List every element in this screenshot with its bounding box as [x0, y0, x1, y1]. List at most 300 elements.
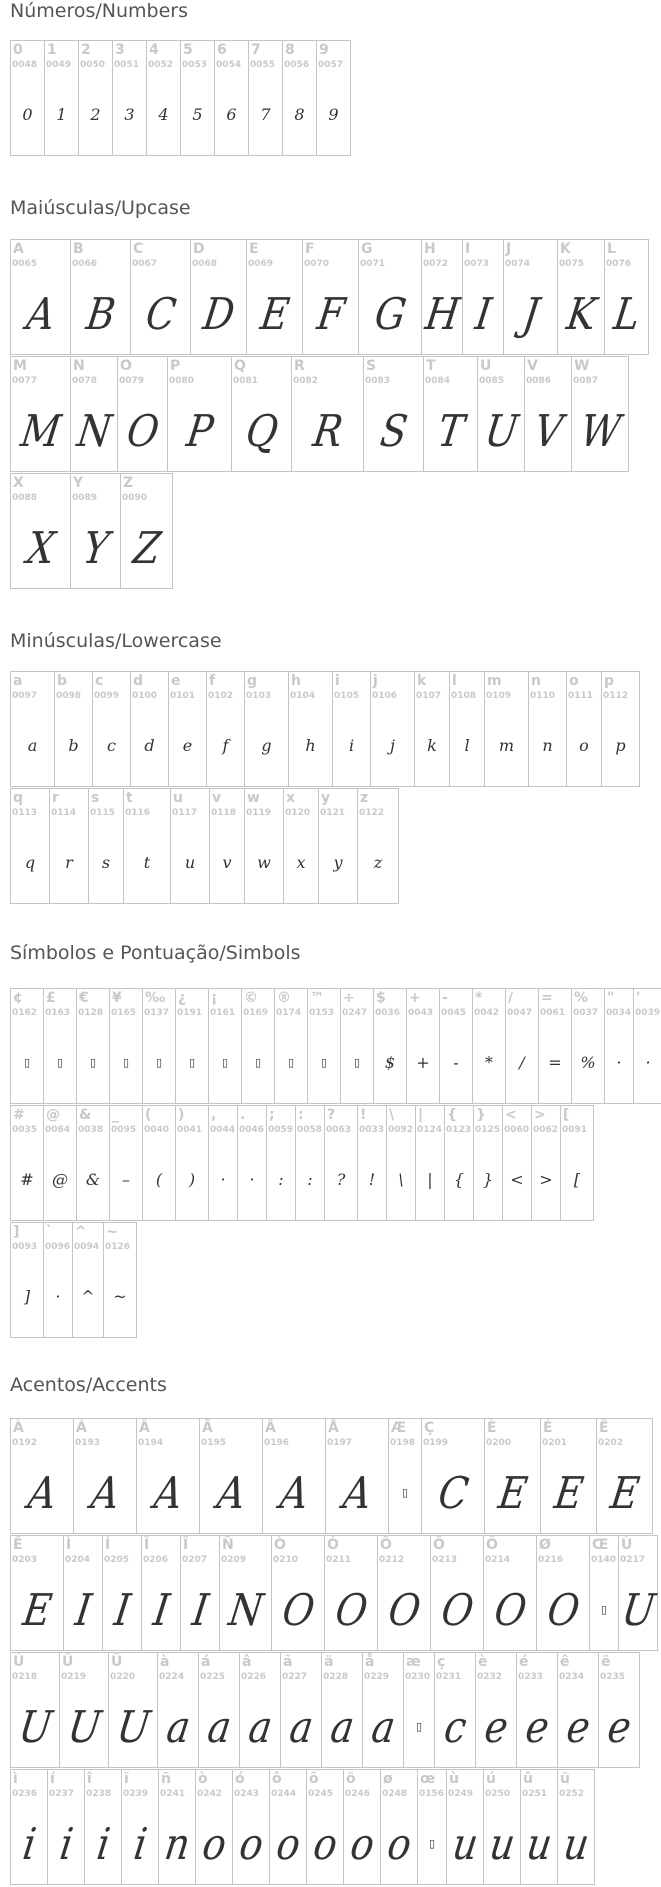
glyph-character-label: P [170, 358, 181, 374]
glyph-character-label: B [73, 241, 84, 257]
glyph-cell [70, 473, 121, 589]
glyph-cell [357, 788, 399, 904]
glyph-code-label: 0120 [285, 808, 311, 818]
glyph-character-label: S [366, 358, 377, 374]
glyph-sample: u [560, 1818, 592, 1870]
glyph-character-label: t [126, 790, 133, 806]
glyph-character-label: k [417, 673, 427, 689]
glyph-character-label: ] [13, 1224, 20, 1240]
glyph-code-label: 0153 [309, 1008, 335, 1018]
glyph-cell [316, 40, 351, 156]
glyph-code-label: 0070 [304, 259, 330, 269]
glyph-character-label: < [505, 1107, 517, 1123]
section-title-upcase: Maiúsculas/Upcase [10, 197, 191, 219]
glyph-character-label: € [79, 990, 89, 1006]
glyph-cell [271, 1535, 325, 1651]
glyph-code-label: 0210 [273, 1555, 299, 1565]
glyph-character-label: î [87, 1771, 92, 1787]
glyph-cell [246, 239, 303, 355]
glyph-code-label: 0052 [148, 60, 174, 70]
glyph-code-label: 0232 [477, 1672, 503, 1682]
glyph-code-label: 0077 [12, 376, 38, 386]
glyph-sample: 7 [260, 105, 271, 124]
glyph-character-label: 1 [47, 42, 57, 58]
glyph-sample: H [422, 288, 462, 340]
glyph-sample: ▯ [401, 1486, 409, 1499]
glyph-sample: N [225, 1584, 266, 1636]
glyph-character-label: Ê [599, 1420, 609, 1436]
glyph-code-label: 0087 [573, 376, 599, 386]
glyph-character-label: é [519, 1654, 529, 1670]
glyph-cell [473, 1105, 503, 1221]
glyph-cell [373, 988, 407, 1104]
glyph-sample: > [539, 1170, 553, 1189]
glyph-sample: U [15, 1701, 55, 1753]
glyph-character-label: n [531, 673, 541, 689]
glyph-character-label: * [475, 990, 483, 1006]
glyph-character-label: & [79, 1107, 92, 1123]
glyph-character-label: å [365, 1654, 375, 1670]
glyph-sample: 6 [226, 105, 237, 124]
glyph-sample: i [348, 736, 355, 755]
glyph-cell [175, 1105, 209, 1221]
glyph-sample: E [607, 1467, 642, 1519]
glyph-character-label: O [120, 358, 132, 374]
glyph-cell [219, 1535, 272, 1651]
glyph-code-label: 0093 [12, 1242, 38, 1252]
glyph-sample: \ [398, 1170, 404, 1189]
glyph-code-label: 0033 [359, 1125, 385, 1135]
glyph-code-label: 0230 [405, 1672, 431, 1682]
glyph-sample: A [88, 1467, 122, 1519]
glyph-cell [462, 239, 504, 355]
glyph-cell [136, 1418, 200, 1534]
glyph-code-label: 0161 [210, 1008, 236, 1018]
glyph-code-label: 0126 [105, 1242, 131, 1252]
glyph-character-label: 0 [13, 42, 23, 58]
glyph-cell [208, 1105, 238, 1221]
glyph-code-label: 0119 [246, 808, 272, 818]
glyph-row [10, 473, 172, 588]
glyph-sample: c [441, 1701, 469, 1753]
glyph-code-label: 0216 [538, 1555, 564, 1565]
glyph-character-label: õ [309, 1771, 319, 1787]
glyph-sample: 4 [158, 105, 169, 124]
glyph-code-label: 0241 [160, 1789, 186, 1799]
glyph-sample: t [143, 853, 151, 872]
glyph-cell [324, 1535, 378, 1651]
glyph-row [10, 788, 398, 903]
glyph-cell [102, 1535, 142, 1651]
glyph-code-label: 0053 [182, 60, 208, 70]
glyph-character-label: : [298, 1107, 304, 1123]
glyph-code-label: 0118 [211, 808, 237, 818]
glyph-cell [633, 988, 661, 1104]
glyph-cell [73, 1418, 137, 1534]
glyph-cell [43, 1222, 73, 1338]
glyph-sample: C [142, 288, 179, 340]
glyph-character-label: 9 [319, 42, 329, 58]
glyph-character-label: ™ [310, 990, 324, 1006]
glyph-character-label: © [244, 990, 258, 1006]
glyph-cell [232, 1769, 270, 1885]
glyph-code-label: 0042 [474, 1008, 500, 1018]
glyph-character-label: q [13, 790, 24, 806]
glyph-cell [444, 1105, 474, 1221]
glyph-sample: & [85, 1170, 101, 1189]
glyph-sample: · [645, 1053, 651, 1072]
glyph-cell [516, 1652, 558, 1768]
glyph-sample: u [486, 1818, 518, 1870]
glyph-code-label: 0248 [382, 1789, 408, 1799]
glyph-sample: Q [242, 405, 281, 457]
glyph-code-label: 0165 [111, 1008, 137, 1018]
glyph-character-label: ç [437, 1654, 446, 1670]
glyph-sample: / [519, 1053, 525, 1072]
glyph-character-label: a [13, 673, 23, 689]
glyph-cell [180, 40, 215, 156]
glyph-character-label: Á [76, 1420, 87, 1436]
glyph-cell [484, 1418, 541, 1534]
section-title-lowercase: Minúsculas/Lowercase [10, 630, 222, 652]
glyph-code-label: 0039 [635, 1008, 661, 1018]
glyph-cell [434, 1652, 476, 1768]
glyph-cell [343, 1769, 381, 1885]
glyph-code-label: 0078 [72, 376, 98, 386]
glyph-character-label: % [574, 990, 589, 1006]
glyph-character-label: = [541, 990, 553, 1006]
glyph-code-label: 0094 [74, 1242, 100, 1252]
glyph-character-label: Z [123, 475, 134, 491]
glyph-cell [10, 40, 45, 156]
glyph-code-label: 0244 [271, 1789, 297, 1799]
glyph-cell [10, 1418, 74, 1534]
glyph-code-label: 0174 [276, 1008, 302, 1018]
glyph-cell [198, 1652, 240, 1768]
glyph-character-label: w [247, 790, 260, 806]
glyph-cell [288, 671, 333, 787]
glyph-sample: r [65, 853, 73, 872]
glyph-sample: S [377, 405, 410, 457]
glyph-character-label: Ë [13, 1537, 23, 1553]
glyph-code-label: 0192 [12, 1438, 38, 1448]
glyph-cell [84, 1769, 122, 1885]
glyph-code-label: 0045 [441, 1008, 467, 1018]
glyph-cell [283, 788, 319, 904]
glyph-code-label: 0114 [51, 808, 77, 818]
glyph-cell [237, 1105, 267, 1221]
glyph-code-label: 0059 [268, 1125, 294, 1135]
glyph-code-label: 0193 [75, 1438, 101, 1448]
glyph-code-label: 0065 [12, 259, 38, 269]
glyph-code-label: 0083 [365, 376, 391, 386]
glyph-character-label: Ì [66, 1537, 72, 1553]
glyph-character-label: J [506, 241, 512, 257]
glyph-sample: U [481, 405, 521, 457]
glyph-character-label: ø [383, 1771, 393, 1787]
glyph-character-label: ‰ [145, 990, 166, 1006]
glyph-cell [503, 239, 558, 355]
glyph-sample: L [610, 288, 643, 340]
glyph-code-label: 0197 [327, 1438, 353, 1448]
glyph-cell [557, 239, 605, 355]
glyph-code-label: 0043 [408, 1008, 434, 1018]
glyph-cell [199, 1418, 263, 1534]
glyph-cell [92, 671, 131, 787]
glyph-code-label: 0098 [56, 691, 82, 701]
glyph-sample: I [72, 1584, 94, 1636]
glyph-cell [266, 1105, 296, 1221]
glyph-cell [120, 473, 173, 589]
glyph-cell [362, 1652, 404, 1768]
glyph-character-label: g [247, 673, 258, 689]
glyph-code-label: 0203 [12, 1555, 38, 1565]
glyph-sample: O [385, 1584, 423, 1636]
glyph-sample: ? [336, 1170, 346, 1189]
glyph-sample: O [332, 1584, 370, 1636]
glyph-sample: % [580, 1053, 596, 1072]
glyph-character-label: Œ [592, 1537, 609, 1553]
glyph-sample: ▯ [415, 1720, 423, 1733]
glyph-character-label: ò [198, 1771, 208, 1787]
glyph-character-label: " [607, 990, 615, 1006]
glyph-character-label: f [209, 673, 216, 689]
glyph-character-label: Ü [111, 1654, 123, 1670]
glyph-code-label: 0200 [486, 1438, 512, 1448]
glyph-cell [618, 1535, 658, 1651]
glyph-code-label: 0038 [78, 1125, 104, 1135]
glyph-character-label: ï [124, 1771, 129, 1787]
glyph-sample: ▯ [122, 1056, 130, 1069]
glyph-code-label: 0209 [221, 1555, 247, 1565]
glyph-code-label: 0104 [290, 691, 316, 701]
glyph-character-label: ô [272, 1771, 282, 1787]
glyph-code-label: 0122 [359, 808, 385, 818]
glyph-code-label: 0125 [475, 1125, 501, 1135]
glyph-character-label: 8 [285, 42, 295, 58]
glyph-cell [269, 1769, 307, 1885]
glyph-character-label: h [291, 673, 301, 689]
glyph-code-label: 0069 [248, 259, 274, 269]
glyph-cell [112, 40, 147, 156]
glyph-code-label: 0250 [485, 1789, 511, 1799]
glyph-cell [475, 1652, 517, 1768]
glyph-character-label: œ [420, 1771, 436, 1787]
glyph-row [10, 1652, 639, 1767]
glyph-code-label: 0128 [78, 1008, 104, 1018]
glyph-code-label: 0123 [446, 1125, 472, 1135]
glyph-sample: u [184, 853, 196, 872]
glyph-character-label: N [73, 358, 85, 374]
glyph-cell [406, 988, 440, 1104]
glyph-sample: 0 [22, 105, 33, 124]
glyph-cell [557, 1769, 595, 1885]
glyph-sample: a [327, 1701, 357, 1753]
glyph-cell [47, 1769, 85, 1885]
glyph-sample: D [200, 288, 237, 340]
glyph-character-label: + [409, 990, 421, 1006]
glyph-character-label: ¢ [13, 990, 23, 1006]
glyph-sample: * [485, 1053, 493, 1072]
glyph-cell [141, 1535, 181, 1651]
glyph-sample: K [563, 288, 599, 340]
glyph-code-label: 0092 [388, 1125, 414, 1135]
glyph-sample: x [296, 853, 306, 872]
glyph-row [10, 40, 350, 155]
glyph-cell [103, 1222, 137, 1338]
glyph-code-label: 0080 [169, 376, 195, 386]
glyph-row [10, 1105, 593, 1220]
glyph-character-label: W [574, 358, 590, 374]
glyph-character-label: ` [46, 1224, 53, 1240]
glyph-sample: ▯ [428, 1837, 436, 1850]
glyph-cell [10, 1105, 44, 1221]
glyph-sample: 8 [294, 105, 305, 124]
glyph-cell [306, 1769, 344, 1885]
glyph-character-label: @ [46, 1107, 60, 1123]
glyph-sample: A [23, 288, 58, 340]
glyph-sample: < [510, 1170, 524, 1189]
glyph-sample: v [222, 853, 232, 872]
glyph-character-label: ñ [161, 1771, 171, 1787]
glyph-character-label: ù [449, 1771, 459, 1787]
glyph-cell [531, 1105, 561, 1221]
glyph-character-label: C [133, 241, 144, 257]
glyph-character-label: ^ [75, 1224, 87, 1240]
glyph-code-label: 0163 [45, 1008, 71, 1018]
glyph-character-label: d [133, 673, 144, 689]
glyph-sample: { [453, 1170, 465, 1189]
glyph-code-label: 0060 [504, 1125, 530, 1135]
glyph-character-label: ê [560, 1654, 570, 1670]
glyph-sample: ] [23, 1287, 31, 1306]
glyph-cell [430, 1535, 484, 1651]
glyph-code-label: 0037 [573, 1008, 599, 1018]
glyph-cell [175, 988, 209, 1104]
glyph-code-label: 0243 [234, 1789, 260, 1799]
glyph-character-label: Ç [424, 1420, 435, 1436]
glyph-character-label: \ [389, 1107, 395, 1123]
glyph-sample: U [618, 1584, 658, 1636]
glyph-cell [502, 1105, 532, 1221]
glyph-character-label: r [52, 790, 59, 806]
glyph-character-label: M [13, 358, 27, 374]
glyph-character-label: ¿ [178, 990, 187, 1006]
glyph-code-label: 0090 [122, 493, 148, 503]
glyph-code-label: 0067 [132, 259, 158, 269]
glyph-sample: R [310, 405, 345, 457]
glyph-cell [10, 356, 71, 472]
glyph-code-label: 0211 [326, 1555, 352, 1565]
glyph-character-label: ( [145, 1107, 152, 1123]
glyph-sample: ▯ [320, 1056, 328, 1069]
glyph-code-label: 0107 [416, 691, 442, 701]
glyph-character-label: ¥ [112, 990, 122, 1006]
glyph-cell [358, 239, 422, 355]
glyph-cell [280, 1652, 322, 1768]
glyph-code-label: 0047 [507, 1008, 533, 1018]
glyph-cell [528, 671, 567, 787]
glyph-code-label: 0049 [46, 60, 72, 70]
glyph-cell [340, 988, 374, 1104]
section-title-simbols: Símbolos e Pontuação/Simbols [10, 942, 301, 964]
glyph-code-label: 0207 [182, 1555, 208, 1565]
glyph-row [10, 671, 639, 786]
glyph-sample: · [55, 1287, 61, 1306]
glyph-cell [206, 671, 245, 787]
glyph-cell [295, 1105, 325, 1221]
glyph-code-label: 0238 [86, 1789, 112, 1799]
glyph-character-label: z [360, 790, 369, 806]
glyph-cell [417, 1769, 447, 1885]
glyph-row [10, 988, 661, 1103]
glyph-sample: h [305, 736, 316, 755]
glyph-cell [262, 1418, 326, 1534]
glyph-code-label: 0124 [417, 1125, 443, 1135]
glyph-cell [604, 239, 649, 355]
glyph-sample: = [548, 1053, 562, 1072]
glyph-code-label: 0206 [143, 1555, 169, 1565]
glyph-cell [589, 1535, 619, 1651]
glyph-sample: e [604, 1701, 634, 1753]
glyph-code-label: 0048 [12, 60, 38, 70]
glyph-cell [231, 356, 292, 472]
glyph-sample: o [579, 736, 589, 755]
glyph-character-label: u [173, 790, 183, 806]
glyph-row [10, 1222, 136, 1337]
glyph-character-label: 7 [251, 42, 261, 58]
glyph-character-label: ' [636, 990, 641, 1006]
glyph-sample: · [616, 1053, 622, 1072]
glyph-sample: O [491, 1584, 529, 1636]
glyph-code-label: 0251 [522, 1789, 548, 1799]
glyph-character-label: 3 [115, 42, 125, 58]
glyph-cell [190, 239, 247, 355]
glyph-character-label: û [523, 1771, 533, 1787]
glyph-cell [566, 671, 602, 787]
glyph-cell [324, 1105, 358, 1221]
glyph-sample: s [101, 853, 111, 872]
glyph-cell [484, 671, 529, 787]
glyph-cell [63, 1535, 103, 1651]
glyph-code-label: 0231 [436, 1672, 462, 1682]
glyph-cell [72, 1222, 104, 1338]
glyph-code-label: 0121 [320, 808, 346, 818]
glyph-code-label: 0086 [526, 376, 552, 386]
glyph-cell [10, 239, 71, 355]
glyph-character-label: Ù [621, 1537, 633, 1553]
glyph-sample: – [122, 1170, 130, 1189]
glyph-code-label: 0040 [144, 1125, 170, 1135]
glyph-cell [483, 1769, 521, 1885]
glyph-sample: [ [573, 1170, 581, 1189]
glyph-code-label: 0081 [233, 376, 259, 386]
glyph-character-label: Ï [183, 1537, 189, 1553]
glyph-sample: I [111, 1584, 133, 1636]
glyph-cell [403, 1652, 435, 1768]
glyph-character-label: â [242, 1654, 252, 1670]
glyph-cell [10, 788, 50, 904]
glyph-cell [168, 671, 207, 787]
glyph-sample: a [286, 1701, 316, 1753]
glyph-character-label: 4 [149, 42, 159, 58]
glyph-sample: k [427, 736, 437, 755]
glyph-sample: F [314, 288, 347, 340]
glyph-character-label: ì [13, 1771, 18, 1787]
glyph-code-label: 0227 [282, 1672, 308, 1682]
glyph-sample: o [199, 1818, 229, 1870]
glyph-code-label: 0236 [12, 1789, 38, 1799]
